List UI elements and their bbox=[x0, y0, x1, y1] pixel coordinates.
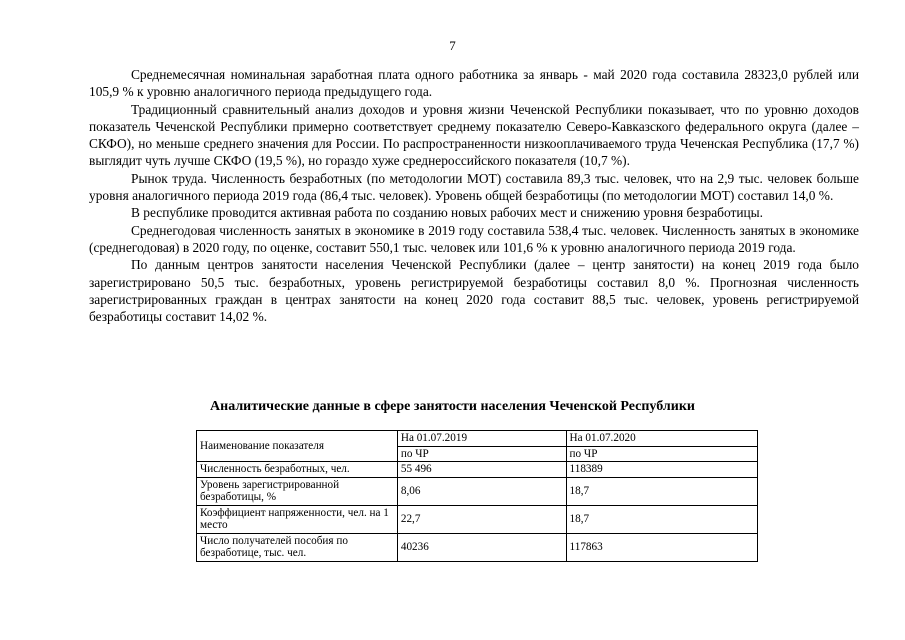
paragraph-job-creation: В республике проводится активная работа по созданию новых рабочих мест и снижению уровня безработицы. bbox=[131, 205, 764, 221]
header-indicator: Наименование показателя bbox=[197, 431, 398, 462]
row-value-2020: 18,7 bbox=[566, 477, 757, 505]
row-indicator-name: Число получателей пособия по безработице, тыс. чел. bbox=[197, 533, 398, 561]
subheader-2019: по ЧР bbox=[397, 446, 566, 462]
row-indicator-name: Коэффициент напряженности, чел. на 1 место bbox=[197, 505, 398, 533]
subheader-2020: по ЧР bbox=[566, 446, 757, 462]
table-header-row bbox=[197, 431, 758, 447]
row-value-2020: 117863 bbox=[566, 533, 757, 561]
row-value-2019: 40236 bbox=[397, 533, 566, 561]
table-row bbox=[197, 505, 758, 533]
paragraph-employment-centers: По данным центров занятости населения Чеченской Республики (далее – центр занятости) на конец 2019 года было зарегистрировано 50,5 тыс. безработных, уровень регистрируемой безработицы составил 8,0 %. Прогнозная численность зарегистрированных граждан в центрах занятости на конец 2020 года составит 88,5 тыс. человек, уровень регистрируемой безработицы составит 14,02 %. bbox=[89, 257, 859, 325]
row-value-2019: 22,7 bbox=[397, 505, 566, 533]
table-title: Аналитические данные в сфере занятости населения Чеченской Республики bbox=[210, 399, 695, 414]
header-date-2020: На 01.07.2020 bbox=[566, 431, 757, 447]
table-row bbox=[197, 462, 758, 478]
paragraph-income-analysis: Традиционный сравнительный анализ доходов и уровня жизни Чеченской Республики показывает, что по уровню доходов показатель Чеченской Республики примерно соответствует среднему показателю Северо-Кавказского федерального округа (далее – СКФО), но меньше среднего значения для России. По распространенности низкооплачиваемого труда Чеченская Республика (17,7 %) выглядит чуть лучше СКФО (19,5 %), но гораздо хуже среднероссийского показателя (10,7 %). bbox=[89, 101, 859, 169]
row-indicator-name: Уровень зарегистрированной безработицы, % bbox=[197, 477, 398, 505]
document-body bbox=[89, 66, 859, 325]
row-indicator-name: Численность безработных, чел. bbox=[197, 462, 398, 478]
row-value-2019: 8,06 bbox=[397, 477, 566, 505]
table-row bbox=[197, 477, 758, 505]
page-number: 7 bbox=[449, 38, 456, 53]
paragraph-labor-market: Рынок труда. Численность безработных (по методологии МОТ) составила 89,3 тыс. человек, что на 2,9 тыс. человек больше уровня аналогичного периода 2019 года (86,4 тыс. человек). Уровень общей безработицы (по методологии МОТ) составил 14,0 %. bbox=[89, 170, 859, 204]
row-value-2019: 55 496 bbox=[397, 462, 566, 478]
row-value-2020: 18,7 bbox=[566, 505, 757, 533]
paragraph-employment: Среднегодовая численность занятых в экономике в 2019 году составила 538,4 тыс. человек. Численность занятых в экономике (среднегодовая) в 2020 году, по оценке, составит 550,1 тыс. человек или 101,6 % к уровню аналогичного периода 2019 года. bbox=[89, 222, 859, 255]
paragraph-wages: Среднемесячная номинальная заработная плата одного работника за январь - май 2020 года составила 28323,0 рублей или 105,9 % к уровню аналогичного периода предыдущего года. bbox=[89, 67, 859, 100]
row-value-2020: 118389 bbox=[566, 462, 757, 478]
header-date-2019: На 01.07.2019 bbox=[397, 431, 566, 447]
table-row bbox=[197, 533, 758, 561]
employment-data-table bbox=[196, 430, 758, 562]
